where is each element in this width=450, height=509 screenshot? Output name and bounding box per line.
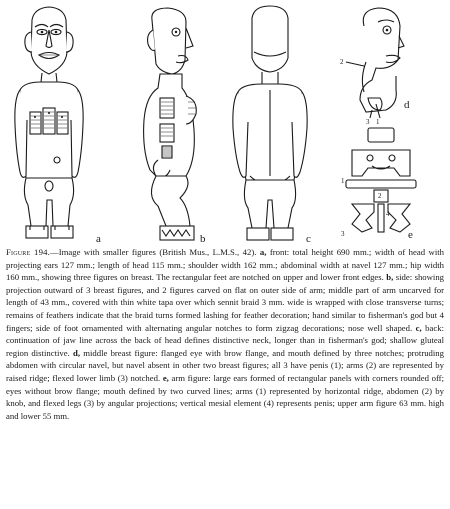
- figure-b-side-view: [144, 8, 197, 240]
- figure-d-breast-figure: [340, 8, 404, 126]
- figure-caption: [6, 246, 444, 422]
- caption-text-a: front: total height 690 mm.; width of head with projecting ears 127 mm.; length of head 115 mm.; shoulder width 162 mm.; abdominal width at navel 127 mm.; hip width 160 mm., showing three figures on breast. The rectangular feet are notched on upper and lower front edges.: [6, 247, 444, 283]
- caption-label-e: e,: [162, 372, 169, 383]
- callout-e-3: 3: [341, 230, 345, 238]
- caption-label-b: b,: [386, 272, 394, 283]
- panel-label-a: a: [96, 233, 101, 245]
- caption-text-d: middle breast figure: flanged eye with brow flange, and mouth defined by three notches; protruding abdomen with circular navel, but navel absent in other two breast figures; all 3 have penis (1); arms (2) are represented by raised ridge; flexed lower limb (3) notched.: [6, 347, 444, 383]
- caption-intro: —Image with smaller figures (British Mus., L.M.S., 42).: [50, 247, 257, 257]
- caption-text-b: side: showing projection outward of 3 breast figures, and 2 figures carved on flat on outer side of arm; middle part of arm uncarved for length of 43 mm., covered with thin white tapa over which sennit braid 3 mm. wide is wrapped with close transverse turns; remains of feathers indicate that the braid turns formed lashing for feather decoration; hand similar to fisherman's god but 4 fingers; side of foot ornamented with alternating angular notches to form zigzag decorations; nose well shaped.: [6, 272, 445, 333]
- callout-d-2: 2: [340, 58, 344, 66]
- figure-c-back-view: [233, 6, 307, 240]
- callout-e-1: 1: [341, 177, 345, 185]
- caption-text-c: back: continuation of jaw line across the back of head defines distinctive neck, longer than in fisherman's god; shallow gluteal region distinctive.: [6, 322, 444, 358]
- callout-e-2: 2: [378, 192, 382, 200]
- figure-a-front-view: [15, 7, 83, 238]
- panel-label-e: e: [408, 229, 413, 241]
- figure-drawing: [0, 0, 450, 248]
- figure-e-arm-figure: [341, 128, 416, 238]
- callout-d-3: 3: [366, 118, 370, 126]
- panel-label-b: b: [200, 233, 206, 245]
- caption-label-d: d,: [73, 347, 81, 358]
- panel-label-c: c: [306, 233, 311, 245]
- caption-label-c: c,: [415, 322, 422, 333]
- callout-d-1: 1: [376, 118, 380, 126]
- figure-number: Figure 194.: [6, 247, 51, 257]
- panel-label-d: d: [404, 99, 410, 111]
- caption-label-a: a,: [259, 247, 267, 257]
- caption-text-e: arm figure: large ears formed of rectangular panels with corners rounded off; eyes without brow flange; mouth defined by two curved lines; arms (1) represented by horizontal ridge, abdomen (2) by knob, and flexed legs (3) by angular projections; vertical mesial element (4) represents penis; upper arm figure 63 mm. high and lower 55 mm.: [6, 372, 444, 421]
- figure-illustration: [0, 0, 450, 248]
- callout-e-4: 4: [386, 210, 390, 218]
